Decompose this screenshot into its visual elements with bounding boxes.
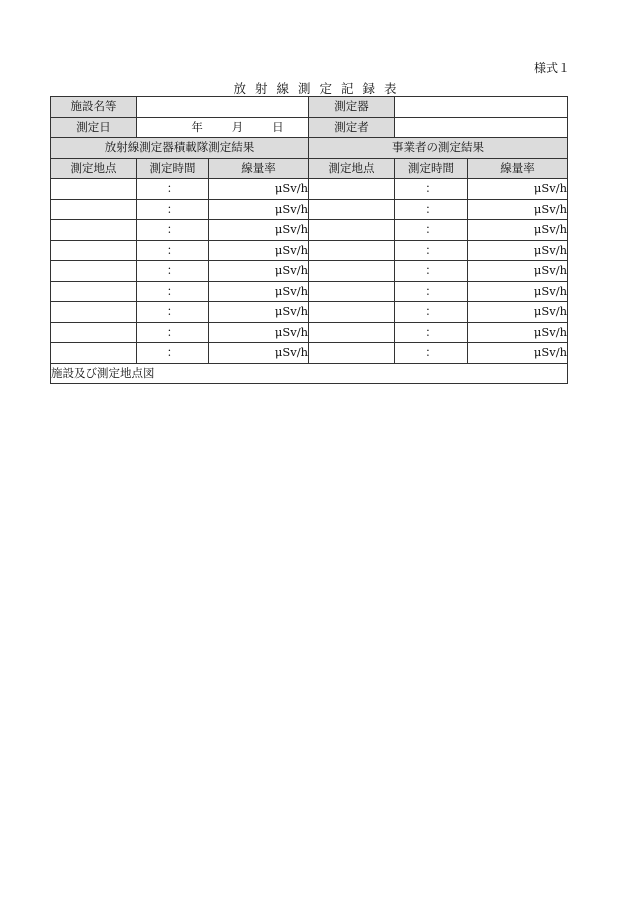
time-cell[interactable]: ： xyxy=(395,220,468,241)
date-label: 測定日 xyxy=(51,117,137,138)
time-cell[interactable]: ： xyxy=(395,261,468,282)
dose-rate-cell[interactable]: μSv/h xyxy=(468,240,568,261)
day-unit: 日 xyxy=(272,119,284,134)
map-area[interactable] xyxy=(51,363,568,384)
dose-rate-cell[interactable]: μSv/h xyxy=(209,240,309,261)
operator-field[interactable] xyxy=(395,117,568,138)
form-id: 様式１ xyxy=(533,61,570,75)
column-header: 線量率 xyxy=(468,158,568,179)
point-cell[interactable] xyxy=(51,199,137,220)
point-cell[interactable] xyxy=(51,343,137,364)
section-right-title: 事業者の測定結果 xyxy=(309,138,568,159)
dose-rate-cell[interactable]: μSv/h xyxy=(209,220,309,241)
dose-rate-cell[interactable]: μSv/h xyxy=(468,343,568,364)
point-cell[interactable] xyxy=(51,261,137,282)
header-row-facility xyxy=(51,97,568,118)
time-cell[interactable]: ： xyxy=(137,322,209,343)
point-cell[interactable] xyxy=(309,240,395,261)
table-row xyxy=(51,261,568,282)
table-row xyxy=(51,343,568,364)
table-row xyxy=(51,302,568,323)
year-unit: 年 xyxy=(191,119,203,134)
dose-rate-cell[interactable]: μSv/h xyxy=(209,261,309,282)
time-cell[interactable]: ： xyxy=(137,220,209,241)
time-cell[interactable]: ： xyxy=(395,343,468,364)
time-cell[interactable]: ： xyxy=(137,199,209,220)
dose-rate-cell[interactable]: μSv/h xyxy=(209,179,309,200)
time-cell[interactable]: ： xyxy=(395,322,468,343)
point-cell[interactable] xyxy=(51,240,137,261)
column-header: 測定地点 xyxy=(51,158,137,179)
section-header-row xyxy=(51,138,568,159)
column-header: 測定時間 xyxy=(137,158,209,179)
dose-rate-cell[interactable]: μSv/h xyxy=(209,302,309,323)
table-row xyxy=(51,281,568,302)
header-row-date xyxy=(51,117,568,138)
table-row xyxy=(51,199,568,220)
time-cell[interactable]: ： xyxy=(395,281,468,302)
facility-label: 施設名等 xyxy=(51,97,137,118)
dose-rate-cell[interactable]: μSv/h xyxy=(468,322,568,343)
table-row xyxy=(51,179,568,200)
time-cell[interactable]: ： xyxy=(137,302,209,323)
map-label: 施設及び測定地点図 xyxy=(51,365,155,380)
column-header: 線量率 xyxy=(209,158,309,179)
point-cell[interactable] xyxy=(309,281,395,302)
point-cell[interactable] xyxy=(309,343,395,364)
dose-rate-cell[interactable]: μSv/h xyxy=(209,199,309,220)
point-cell[interactable] xyxy=(51,179,137,200)
document-title: 放射線測定記録表 xyxy=(233,81,406,96)
point-cell[interactable] xyxy=(309,199,395,220)
column-header-row xyxy=(51,158,568,179)
time-cell[interactable]: ： xyxy=(395,302,468,323)
dose-rate-cell[interactable]: μSv/h xyxy=(468,281,568,302)
point-cell[interactable] xyxy=(51,220,137,241)
point-cell[interactable] xyxy=(51,281,137,302)
measurement-record-table xyxy=(50,96,568,384)
point-cell[interactable] xyxy=(309,322,395,343)
dose-rate-cell[interactable]: μSv/h xyxy=(209,281,309,302)
time-cell[interactable]: ： xyxy=(395,240,468,261)
point-cell[interactable] xyxy=(309,261,395,282)
column-header: 測定時間 xyxy=(395,158,468,179)
facility-field[interactable] xyxy=(137,97,309,118)
dose-rate-cell[interactable]: μSv/h xyxy=(209,343,309,364)
dose-rate-cell[interactable]: μSv/h xyxy=(468,179,568,200)
dose-rate-cell[interactable]: μSv/h xyxy=(209,322,309,343)
month-unit: 月 xyxy=(231,119,244,134)
point-cell[interactable] xyxy=(51,302,137,323)
dose-rate-cell[interactable]: μSv/h xyxy=(468,199,568,220)
instrument-field[interactable] xyxy=(395,97,568,118)
operator-label: 測定者 xyxy=(309,117,395,138)
time-cell[interactable]: ： xyxy=(137,261,209,282)
time-cell[interactable]: ： xyxy=(137,281,209,302)
time-cell[interactable]: ： xyxy=(137,179,209,200)
time-cell[interactable]: ： xyxy=(395,199,468,220)
column-header: 測定地点 xyxy=(309,158,395,179)
point-cell[interactable] xyxy=(309,302,395,323)
dose-rate-cell[interactable]: μSv/h xyxy=(468,302,568,323)
time-cell[interactable]: ： xyxy=(395,179,468,200)
point-cell[interactable] xyxy=(309,179,395,200)
dose-rate-cell[interactable]: μSv/h xyxy=(468,261,568,282)
table-row xyxy=(51,220,568,241)
date-field[interactable] xyxy=(137,117,309,138)
dose-rate-cell[interactable]: μSv/h xyxy=(468,220,568,241)
time-cell[interactable]: ： xyxy=(137,343,209,364)
section-left-title: 放射線測定器積載隊測定結果 xyxy=(51,138,309,159)
map-row xyxy=(51,363,568,384)
instrument-label: 測定器 xyxy=(309,97,395,118)
table-row xyxy=(51,322,568,343)
point-cell[interactable] xyxy=(309,220,395,241)
table-row xyxy=(51,240,568,261)
time-cell[interactable]: ： xyxy=(137,240,209,261)
point-cell[interactable] xyxy=(51,322,137,343)
